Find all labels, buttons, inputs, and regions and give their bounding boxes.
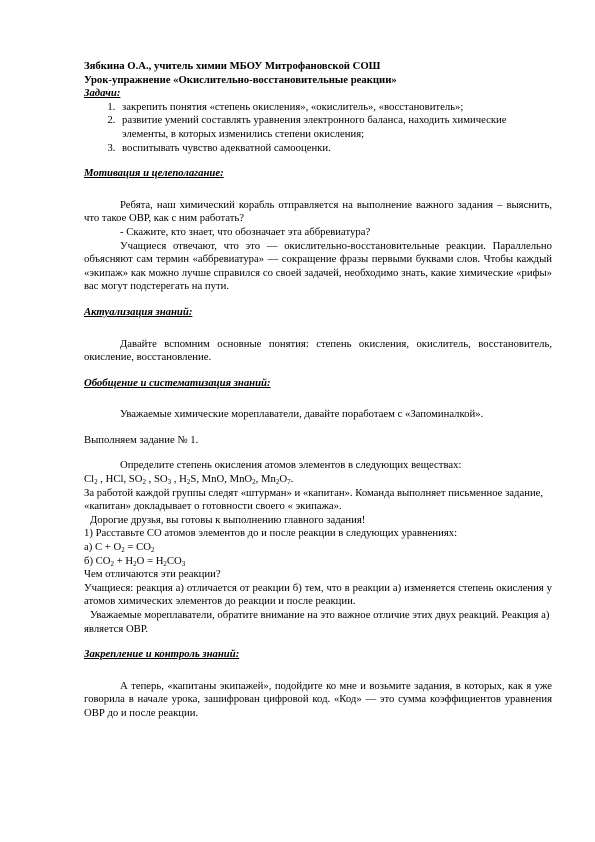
- generalization-paragraph: Уважаемые мореплаватели, обратите внимание на это важное отличие этих двух реакций. Реакция а) является ОВР.: [84, 609, 550, 635]
- equation-a: а) $C + O_2 = CO_2$: [84, 541, 155, 555]
- motivation-paragraph: Учащиеся отвечают, что это — окислительно-восстановительные реакции. Параллельно объясняют сам термин «аббревиатура» — сокращение фразы первыми буквами слов. Чтобы каждый «экипаж» как можно лучше справился со своей задачей, необходимо знать, какие химические «рифы» вас могут подстерегать на пути.: [84, 239, 552, 293]
- motivation-question: - Скажите, кто знает, что обозначает эта аббревиатура?: [120, 225, 371, 238]
- actualization-heading: Актуализация знаний:: [84, 305, 193, 318]
- task-item: 1. закрепить понятия «степень окисления», «окислитель», «восстановитель»;: [118, 101, 552, 115]
- consolidation-paragraph: А теперь, «капитаны экипажей», подойдите ко мне и возьмите задания, в которых, как я уже говорила в начале урока, зашифрован цифровой код. «Код» — это сумма коэффициентов уравнения ОВР до и после реакции.: [84, 679, 552, 719]
- task-item: 3. воспитывать чувство адекватной самооценки.: [118, 142, 552, 156]
- tasks-list: [84, 101, 552, 155]
- motivation-paragraph: Ребята, наш химический корабль отправляется на выполнение важного задания – выяснить, что такое ОВР, как с ним работать?: [84, 198, 552, 225]
- generalization-question: Чем отличаются эти реакции?: [84, 568, 221, 581]
- formula-line: $Cl_2$ , HCl, $SO_2$ , $SO_3$ , $H_2S$, MnO, MnO$_2$, $Mn_2O_7$.: [84, 473, 294, 487]
- tasks-heading: Задачи:: [84, 87, 121, 100]
- equation-b: б) $CO_2 + H_2O = H_2CO_3$: [84, 554, 186, 568]
- generalization-heading: Обобщение и систематизация знаний:: [84, 376, 271, 389]
- document-page: [84, 60, 552, 721]
- consolidation-heading: Закрепление и контроль знаний:: [84, 648, 240, 661]
- generalization-instruction: Определите степень окисления атомов элементов в следующих веществах:: [120, 459, 462, 472]
- motivation-heading: Мотивация и целеполагание:: [84, 167, 224, 180]
- author-line: Зябкина О.А., учитель химии МБОУ Митрофановской СОШ: [84, 60, 381, 72]
- actualization-paragraph: Давайте вспомним основные понятия: степень окисления, окислитель, восстановитель, окисление, восстановление.: [84, 337, 552, 364]
- generalization-paragraph: Дорогие друзья, вы готовы к выполнению главного задания!: [90, 513, 366, 526]
- generalization-paragraph: Уважаемые химические мореплаватели, давайте поработаем с «Запоминалкой».: [120, 408, 484, 421]
- generalization-paragraph: За работой каждой группы следят «штурман» и «капитан». Команда выполняет письменное задание, «капитан» докладывает о готовности своего « экипажа».: [84, 486, 544, 513]
- generalization-paragraph: Учащиеся: реакция а) отличается от реакции б) тем, что в реакции а) изменяется степень окисления у атомов химических элементов до реакции и после реакции.: [84, 581, 552, 608]
- task-item: 2. развитие умений составлять уравнения электронного баланса, находить химические элементы, в которых изменились степени окисления;: [118, 114, 552, 141]
- lesson-title: Урок-упражнение «Окислительно-восстановительные реакции»: [84, 73, 397, 86]
- generalization-instruction: 1) Расставьте СО атомов элементов до и после реакции в следующих уравнениях:: [84, 527, 458, 540]
- task-number-line: Выполняем задание № 1.: [84, 433, 199, 446]
